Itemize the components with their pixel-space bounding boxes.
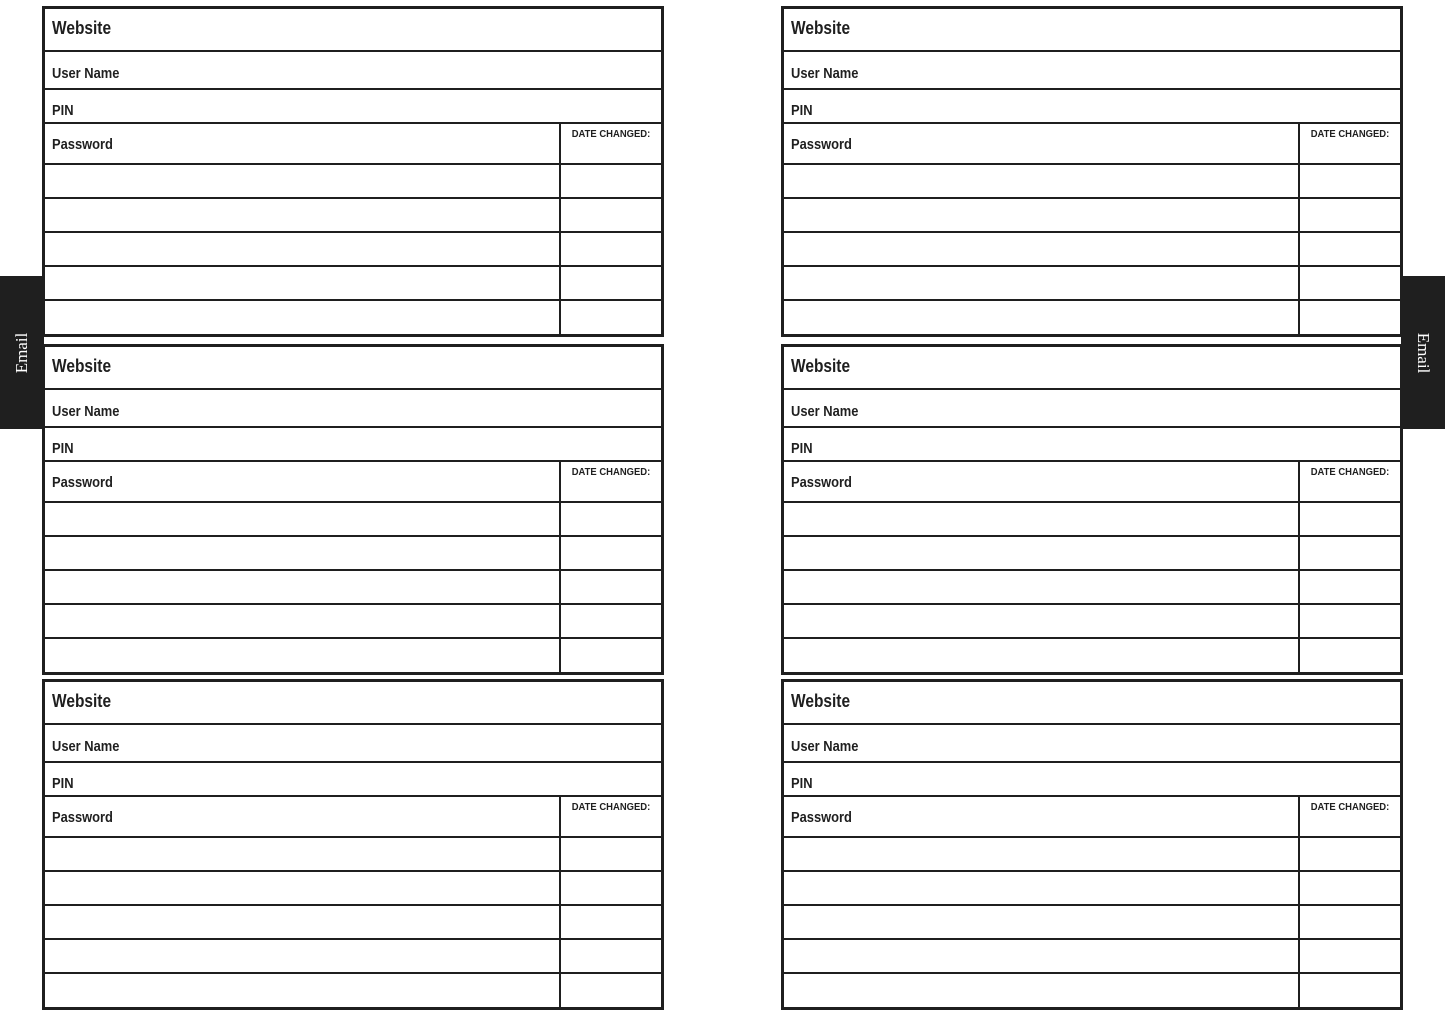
- date-changed-label: DATE CHANGED:: [571, 466, 651, 478]
- side-tab-right: [1401, 276, 1445, 429]
- password-entry-row[interactable]: [784, 537, 1400, 571]
- website-field-label: Website: [791, 356, 851, 376]
- password-entry-row[interactable]: [45, 605, 661, 639]
- user-name-field[interactable]: [784, 52, 1400, 90]
- password-entry-row[interactable]: [784, 233, 1400, 267]
- user-name-field-label: User Name: [791, 65, 859, 82]
- password-field-label: Password: [791, 474, 852, 491]
- password-entry-row[interactable]: [784, 199, 1400, 233]
- website-field-label: Website: [52, 18, 112, 38]
- pin-field-label: PIN: [791, 102, 813, 119]
- password-entry-row[interactable]: [45, 639, 661, 673]
- pin-field-label: PIN: [791, 775, 813, 792]
- side-tab-left-label: Email: [12, 332, 31, 373]
- password-entry-row[interactable]: [784, 605, 1400, 639]
- pin-field[interactable]: [784, 428, 1400, 462]
- password-field-label: Password: [52, 474, 113, 491]
- user-name-field[interactable]: [784, 390, 1400, 428]
- user-name-field[interactable]: [45, 52, 661, 90]
- password-entry-row[interactable]: [784, 872, 1400, 906]
- website-field[interactable]: [784, 682, 1400, 725]
- website-field-label: Website: [52, 356, 112, 376]
- date-changed-header: [1300, 797, 1400, 838]
- pin-field[interactable]: [45, 428, 661, 462]
- password-entry-row[interactable]: [45, 503, 661, 537]
- password-entry-row[interactable]: [784, 301, 1400, 335]
- password-entry-row[interactable]: [784, 974, 1400, 1008]
- password-entry-row[interactable]: [45, 974, 661, 1008]
- date-changed-label: DATE CHANGED:: [571, 801, 651, 813]
- date-changed-header: [1300, 124, 1400, 165]
- user-name-field-label: User Name: [52, 403, 120, 420]
- password-entry-row[interactable]: [45, 571, 661, 605]
- pin-field[interactable]: [45, 763, 661, 797]
- password-entry-row[interactable]: [784, 571, 1400, 605]
- password-entry-row[interactable]: [45, 906, 661, 940]
- pin-field[interactable]: [784, 763, 1400, 797]
- password-entry-row[interactable]: [784, 906, 1400, 940]
- password-entry-row[interactable]: [784, 267, 1400, 301]
- password-field-label: Password: [791, 136, 852, 153]
- date-changed-header: [1300, 462, 1400, 503]
- password-card: [42, 679, 664, 1010]
- password-card: [42, 6, 664, 337]
- pin-field-label: PIN: [52, 775, 74, 792]
- date-changed-label: DATE CHANGED:: [1310, 466, 1390, 478]
- password-field-label: Password: [52, 136, 113, 153]
- website-field[interactable]: [784, 347, 1400, 390]
- password-entry-row[interactable]: [784, 940, 1400, 974]
- user-name-field-label: User Name: [791, 403, 859, 420]
- date-changed-header: [561, 462, 661, 503]
- user-name-field-label: User Name: [52, 65, 120, 82]
- pin-field[interactable]: [784, 90, 1400, 124]
- password-card: [42, 344, 664, 675]
- password-entry-row[interactable]: [45, 165, 661, 199]
- password-entry-row[interactable]: [784, 639, 1400, 673]
- password-entry-row[interactable]: [45, 537, 661, 571]
- date-changed-header: [561, 124, 661, 165]
- pin-field-label: PIN: [791, 440, 813, 457]
- password-entry-row[interactable]: [45, 199, 661, 233]
- website-field-label: Website: [791, 18, 851, 38]
- website-field[interactable]: [45, 347, 661, 390]
- side-tab-right-label: Email: [1414, 332, 1433, 373]
- password-entry-row[interactable]: [784, 165, 1400, 199]
- user-name-field[interactable]: [45, 390, 661, 428]
- date-changed-label: DATE CHANGED:: [571, 128, 651, 140]
- user-name-field[interactable]: [784, 725, 1400, 763]
- user-name-field-label: User Name: [52, 738, 120, 755]
- password-entry-row[interactable]: [45, 872, 661, 906]
- website-field[interactable]: [784, 9, 1400, 52]
- date-changed-header: [561, 797, 661, 838]
- password-entry-row[interactable]: [45, 233, 661, 267]
- date-changed-label: DATE CHANGED:: [1310, 801, 1390, 813]
- website-field[interactable]: [45, 682, 661, 725]
- password-card: [781, 679, 1403, 1010]
- password-entry-row[interactable]: [784, 503, 1400, 537]
- pin-field-label: PIN: [52, 102, 74, 119]
- side-tab-left: [0, 276, 44, 429]
- password-entry-row[interactable]: [45, 940, 661, 974]
- password-entry-row[interactable]: [45, 301, 661, 335]
- password-card: [781, 6, 1403, 337]
- password-entry-row[interactable]: [45, 838, 661, 872]
- website-field[interactable]: [45, 9, 661, 52]
- password-entry-row[interactable]: [45, 267, 661, 301]
- user-name-field-label: User Name: [791, 738, 859, 755]
- pin-field-label: PIN: [52, 440, 74, 457]
- password-field-label: Password: [52, 809, 113, 826]
- password-card: [781, 344, 1403, 675]
- website-field-label: Website: [791, 691, 851, 711]
- website-field-label: Website: [52, 691, 112, 711]
- user-name-field[interactable]: [45, 725, 661, 763]
- password-field-label: Password: [791, 809, 852, 826]
- date-changed-label: DATE CHANGED:: [1310, 128, 1390, 140]
- password-entry-row[interactable]: [784, 838, 1400, 872]
- pin-field[interactable]: [45, 90, 661, 124]
